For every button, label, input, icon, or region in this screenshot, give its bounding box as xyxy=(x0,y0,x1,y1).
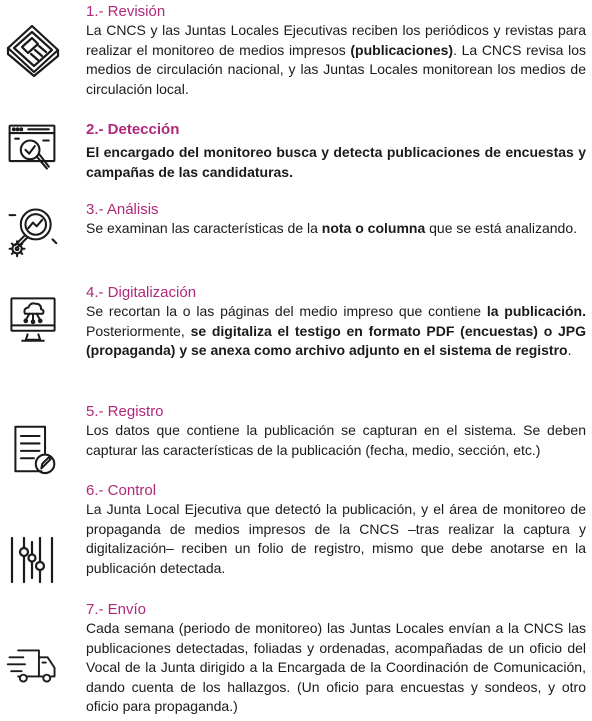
body-text: La CNCS y las Juntas Locales Ejecutivas reciben los periódicos y revistas para realizar el monitoreo de medios impresos xyxy=(86,22,586,58)
body-text-bold: nota o columna xyxy=(321,220,426,236)
step-title: 7.- Envío xyxy=(86,601,147,618)
sliders-icon xyxy=(8,534,56,586)
step-body xyxy=(86,421,586,460)
step-body xyxy=(86,21,586,99)
body-text-bold: la publicación. xyxy=(486,303,586,319)
step-body xyxy=(86,219,586,239)
cloud-monitor-icon xyxy=(6,293,60,347)
step-body xyxy=(86,143,586,182)
body-text: La Junta Local Ejecutiva que detectó la publicación, y el área de monitoreo de propaganda de medios impresos de la CNCS –tras realizar la captura y digitalización– reciben un folio de registro, mismo que debe anotarse en la publicación detectada. xyxy=(86,501,586,576)
body-text: . xyxy=(567,342,572,359)
step-title: 5.- Registro xyxy=(86,403,164,420)
step-title: 3.- Análisis xyxy=(86,201,159,218)
newspaper-icon xyxy=(2,18,62,78)
analysis-gear-icon xyxy=(4,202,60,260)
browser-search-icon xyxy=(4,120,60,176)
body-text-bold: El encargado del monitoreo busca y detecta publicaciones de encuestas y campañas de las candidaturas. xyxy=(86,144,586,180)
step-title: 4.- Digitalización xyxy=(86,284,197,301)
step-title: 6.- Control xyxy=(86,482,157,499)
body-text: Posteriormente, xyxy=(86,322,191,339)
document-edit-icon xyxy=(8,421,58,477)
step-body xyxy=(86,500,586,578)
body-text-bold: (publicaciones) xyxy=(350,41,454,58)
step-body xyxy=(86,619,586,717)
step-title: 2.- Detección xyxy=(86,121,180,138)
body-text: Los datos que contiene la publicación se capturan en el sistema. Se deben capturar las características de la publicación (fecha, medio, sección, etc.) xyxy=(86,422,586,458)
body-text-bold: se digitaliza el testigo en formato PDF (encuestas) o JPG (propaganda) y se anexa como archivo adjunto en el sistema de registro xyxy=(86,322,586,359)
body-text: Cada semana (periodo de monitoreo) las Juntas Locales envían a la CNCS las publicaciones detectadas, foliadas y ordenadas, acompañadas de un oficio del Vocal de la Junta dirigido a la Encargada de la Coordinación de Comunicación, dando cuenta de los hallazgos. (Un oficio para encuestas y sondeos, y otro oficio para propaganda.) xyxy=(86,620,586,715)
delivery-truck-icon xyxy=(6,643,58,689)
step-body xyxy=(86,302,586,361)
step-title: 1.- Revisión xyxy=(86,3,166,20)
body-text: . La CNCS revisa los medios de circulación nacional, y las Juntas Locales monitorean los medios de circulación local. xyxy=(86,41,587,97)
body-text: que se está analizando. xyxy=(425,220,578,236)
body-text: Se recortan la o las páginas del medio impreso que contiene xyxy=(86,303,487,319)
body-text: Se examinan las características de la xyxy=(86,220,322,236)
